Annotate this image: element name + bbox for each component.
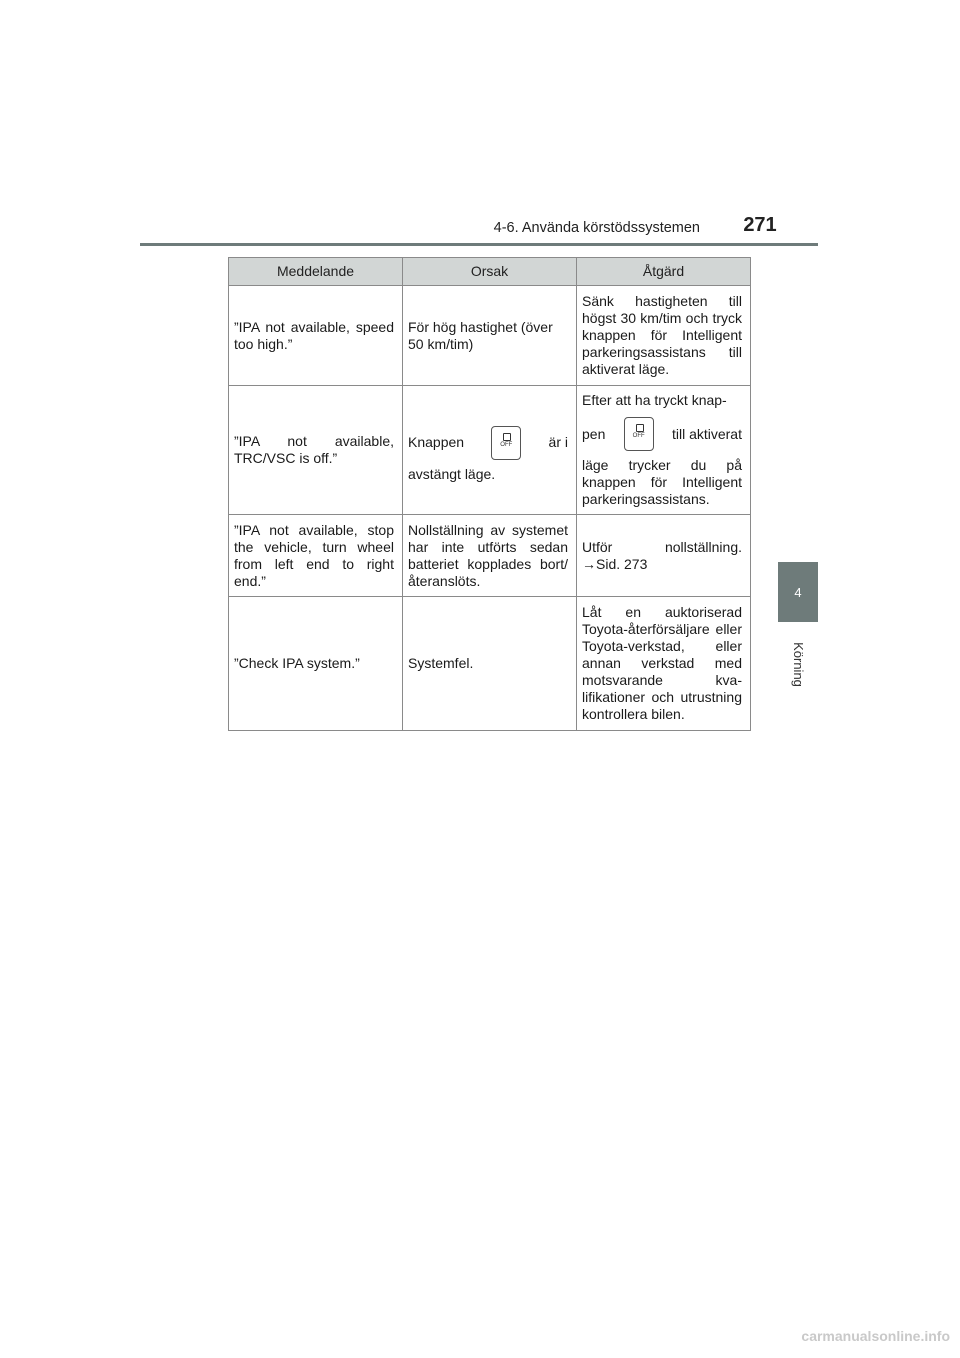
cell-cause <box>403 386 577 515</box>
chapter-tab <box>778 562 818 622</box>
action-line <box>582 417 742 451</box>
cell-action: Låt en auktoriserad Toyota-återförsäljare eller Toyota-verkstad, eller annan verkstad med motsvarande kvalifikationer och utrustning kontrollera bilen. <box>577 597 751 731</box>
cell-message: ”IPA not available, stop the vehicle, turn wheel from left end to right end.” <box>229 515 403 597</box>
watermark: carmanualsonline.info <box>801 1328 950 1344</box>
cell-message: ”IPA not available, TRC/VSC is off.” <box>229 386 403 515</box>
action-text-before: pen <box>582 425 606 442</box>
message-table <box>228 257 751 731</box>
table-row <box>229 286 751 386</box>
cell-cause: Systemfel. <box>403 597 577 731</box>
cell-action <box>577 515 751 597</box>
section-title: 4-6. Använda körstödssystemen <box>493 220 700 236</box>
chapter-label: Körning <box>790 641 806 687</box>
cell-cause: För hög hastighet (över 50 km/tim) <box>403 286 577 386</box>
col-header-message: Meddelande <box>229 258 403 286</box>
action-text-after: läge trycker du på knappen för Intelligent parkeringsassistans. <box>582 457 742 507</box>
cell-cause: Nollställning av systemet har inte utförts sedan batteriet kopplades bort/återanslöts. <box>403 515 577 597</box>
cause-text-after: avstängt läge. <box>408 465 496 482</box>
cell-action: Sänk hastigheten till högst 30 km/tim och tryck knappen för Intelligent parkeringsassistans till aktiverat läge. <box>577 286 751 386</box>
ipa-off-button-icon <box>624 417 654 451</box>
col-header-cause: Orsak <box>403 258 577 286</box>
chapter-number: 4 <box>794 584 802 600</box>
cell-message: ”IPA not available, speed too high.” <box>229 286 403 386</box>
col-header-action: Åtgärd <box>577 258 751 286</box>
table-header-row <box>229 258 751 286</box>
page-number: 271 <box>743 214 777 236</box>
cause-text-mid: är i <box>548 434 568 450</box>
action-reference-link[interactable]: →Sid. 273 <box>582 555 648 572</box>
table-row <box>229 515 751 597</box>
cause-line <box>408 426 568 460</box>
chapter-label-wrap <box>776 634 820 694</box>
table-row <box>229 597 751 731</box>
header-divider <box>140 243 818 246</box>
cell-message: ”Check IPA system.” <box>229 597 403 731</box>
action-line1: Efter att ha tryckt knap- <box>582 392 727 408</box>
ipa-off-button-icon <box>491 426 521 460</box>
action-line1: Utför nollställning. <box>582 538 742 555</box>
cause-text-before: Knappen <box>408 434 465 450</box>
table-row <box>229 386 751 515</box>
cell-action <box>577 386 751 515</box>
action-text-mid: till aktiverat <box>671 425 742 442</box>
